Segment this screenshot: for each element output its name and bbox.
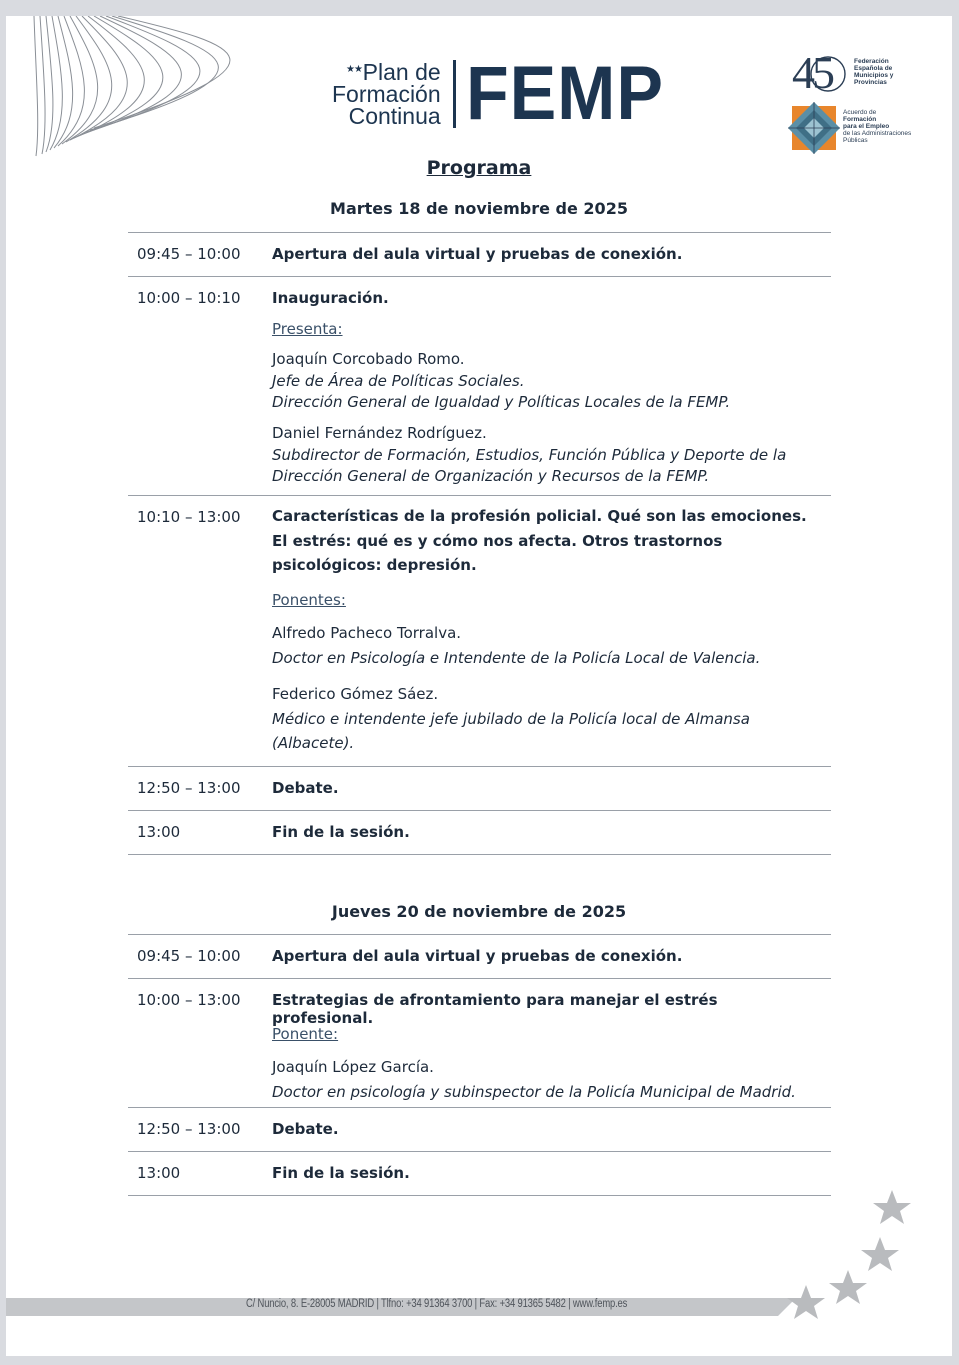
acuerdo-formacion-diamond-icon [786,100,842,156]
session-role-label: Presenta: [272,320,343,338]
session-activity: Debate. [272,779,339,797]
speaker-name: Daniel Fernández Rodríguez. [272,424,487,442]
session-activity: Apertura del aula virtual y pruebas de conexión. [272,947,683,965]
day-1-title: Martes 18 de noviembre de 2025 [330,199,628,218]
federation-line: Federación [854,58,889,65]
session-time: 10:00 – 13:00 [137,991,241,1009]
federation-line: Provincias [854,79,887,86]
logo-separator [453,60,456,128]
table-divider [128,854,831,855]
federation-line: Española de [854,65,893,72]
table-divider [128,978,831,979]
session-time: 12:50 – 13:00 [137,1120,241,1138]
plan-formacion-text [332,61,453,127]
table-divider [128,934,831,935]
plan-line-2: Formación [332,81,441,107]
speaker-position: Doctor en psicología y subinspector de la Policía Municipal de Madrid. [272,1082,796,1101]
speaker-position: Jefe de Área de Políticas Sociales. [272,371,525,390]
acuerdo-line: Públicas [843,137,868,144]
page-title: Programa [426,157,532,179]
table-divider [128,1107,831,1108]
speaker [272,1055,812,1104]
session-time: 13:00 [137,1164,181,1182]
speaker-position: Médico e intendente jefe jubilado de la Policía local de Almansa (Albacete). [272,709,750,752]
plan-line-3: Continua [348,103,441,129]
speaker-name: Federico Gómez Sáez. [272,685,439,703]
speaker [272,682,812,756]
session-activity: Fin de la sesión. [272,823,410,841]
acuerdo-line: Formación [843,116,877,123]
speaker-name: Joaquín Corcobado Romo. [272,350,465,368]
speaker-position: Subdirector de Formación, Estudios, Función Pública y Deporte de la Dirección General de Organización y Recursos de la FEMP. [272,445,787,485]
speaker-name: Alfredo Pacheco Torralva. [272,624,462,642]
decorative-wave-lines [6,16,296,166]
session-activity: Fin de la sesión. [272,1164,410,1182]
footer-address: C/ Nuncio, 8. E-28005 MADRID | Tlfno: +34 91364 3700 | Fax: +34 91365 5482 | www.femp.es [246,1298,628,1310]
table-divider [128,232,831,233]
table-divider [128,495,831,496]
femp-brand: FEMP [465,51,664,136]
speaker-name: Joaquín López García. [272,1058,434,1076]
speaker [272,423,812,488]
session-time: 12:50 – 13:00 [137,779,241,797]
session-activity: Características de la profesión policial. Qué son las emociones. El estrés: qué es y cómo nos afecta. Otros trastornos psicológicos: depresión. [272,507,807,574]
session-activity: Inauguración. [272,289,389,307]
federation-line: Municipios y [854,72,894,79]
speaker-position: Doctor en Psicología e Intendente de la Policía Local de Valencia. [272,648,761,667]
table-divider [128,766,831,767]
session-activity: Debate. [272,1120,339,1138]
session-time: 09:45 – 10:00 [137,947,241,965]
day-2-title: Jueves 20 de noviembre de 2025 [331,902,627,921]
document-page [6,16,952,1356]
acuerdo-line: para el Empleo [843,123,890,130]
session-role-label: Ponentes: [272,591,346,609]
acuerdo-line: de las Administraciones [843,130,912,137]
session-role-label: Ponente: [272,1025,339,1043]
femp-plan-logo [332,52,681,136]
speaker-position: Dirección General de Igualdad y Políticas Locales de la FEMP. [272,393,731,411]
speaker [272,621,812,670]
session-activity: Apertura del aula virtual y pruebas de conexión. [272,245,683,263]
session-time: 10:00 – 10:10 [137,289,241,307]
speaker [272,349,812,414]
acuerdo-formacion-text [843,109,933,144]
federation-name [854,58,924,86]
table-divider [128,1151,831,1152]
session-time: 10:10 – 13:00 [137,508,241,526]
session-time: 09:45 – 10:00 [137,245,241,263]
table-divider [128,1195,831,1196]
anniversary-number: 45 [792,47,832,98]
session-time: 13:00 [137,823,181,841]
stars-icon: ★★ [346,64,362,75]
table-divider [128,276,831,277]
plan-line-1: Plan de [362,59,441,85]
table-divider [128,810,831,811]
acuerdo-line: Acuerdo de [843,109,877,116]
session-activity: Estrategias de afrontamiento para manejar el estrés profesional. [272,991,718,1027]
